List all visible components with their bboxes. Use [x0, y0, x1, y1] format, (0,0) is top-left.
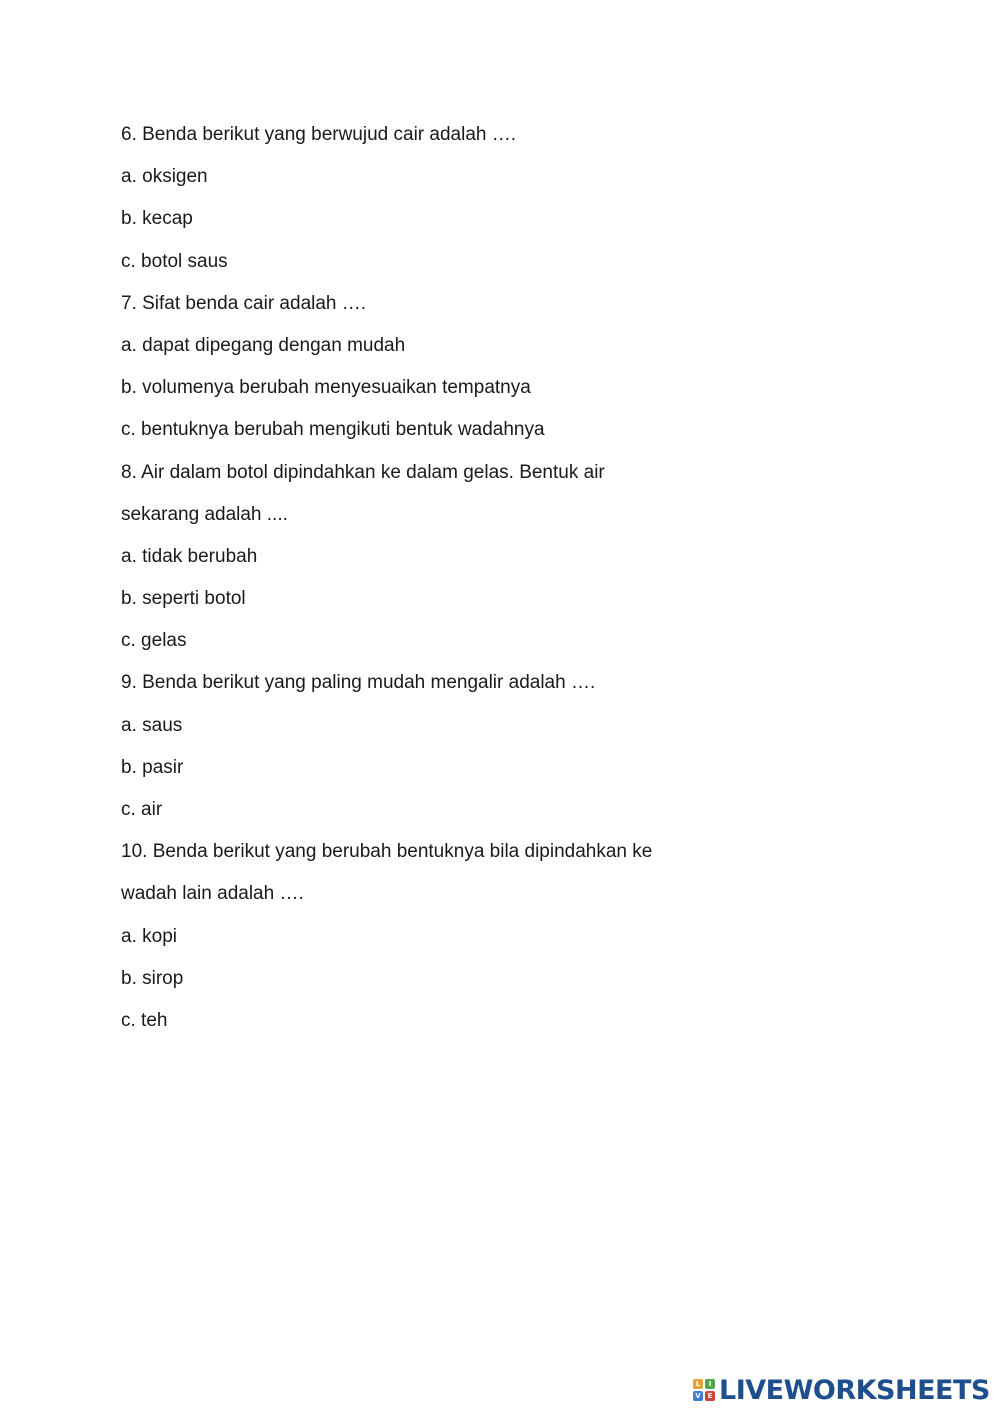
question-8-option-b: b. seperti botol — [121, 588, 246, 610]
question-10-text-cont: wadah lain adalah …. — [121, 883, 304, 905]
question-7-text: 7. Sifat benda cair adalah …. — [121, 292, 367, 314]
question-9-option-c: c. air — [121, 799, 163, 820]
question-8-option-a: a. tidak berubah — [121, 545, 258, 567]
question-10-option-b: b. sirop — [121, 967, 184, 989]
question-10-text: 10. Benda berikut yang berubah bentuknya bila dipindahkan ke — [121, 841, 653, 863]
question-10-option-c: c. teh — [121, 1009, 168, 1031]
liveworksheets-logo — [693, 1373, 990, 1407]
question-9-option-a: a. saus — [121, 714, 183, 736]
question-6-text: 6. Benda berikut yang berwujud cair adalah …. — [121, 124, 517, 145]
logo-mark-tile-e: E — [705, 1391, 715, 1401]
logo-mark-tile-l: L — [693, 1379, 703, 1389]
question-7-option-b: b. volumenya berubah menyesuaikan tempatnya — [121, 377, 531, 399]
question-6-option-c: c. botol saus — [121, 250, 228, 272]
question-8-option-c: c. gelas — [121, 630, 187, 652]
question-list — [121, 118, 652, 1046]
question-8-text-cont: sekarang adalah .... — [121, 503, 288, 525]
logo-mark-icon — [693, 1379, 715, 1401]
logo-mark-tile-i: I — [705, 1379, 715, 1389]
question-8-text: 8. Air dalam botol dipindahkan ke dalam gelas. Bentuk air — [121, 461, 605, 483]
question-6-option-a: a. oksigen — [121, 166, 208, 188]
question-9-option-b: b. pasir — [121, 756, 184, 778]
question-7-option-c: c. bentuknya berubah mengikuti bentuk wadahnya — [121, 419, 545, 441]
question-6-option-b: b. kecap — [121, 208, 193, 230]
question-9-text: 9. Benda berikut yang paling mudah mengalir adalah …. — [121, 672, 596, 694]
logo-wordmark: LIVEWORKSHEETS — [719, 1374, 990, 1406]
logo-mark-tile-v: V — [693, 1391, 703, 1401]
question-7-option-a: a. dapat dipegang dengan mudah — [121, 334, 406, 356]
question-10-option-a: a. kopi — [121, 925, 177, 947]
